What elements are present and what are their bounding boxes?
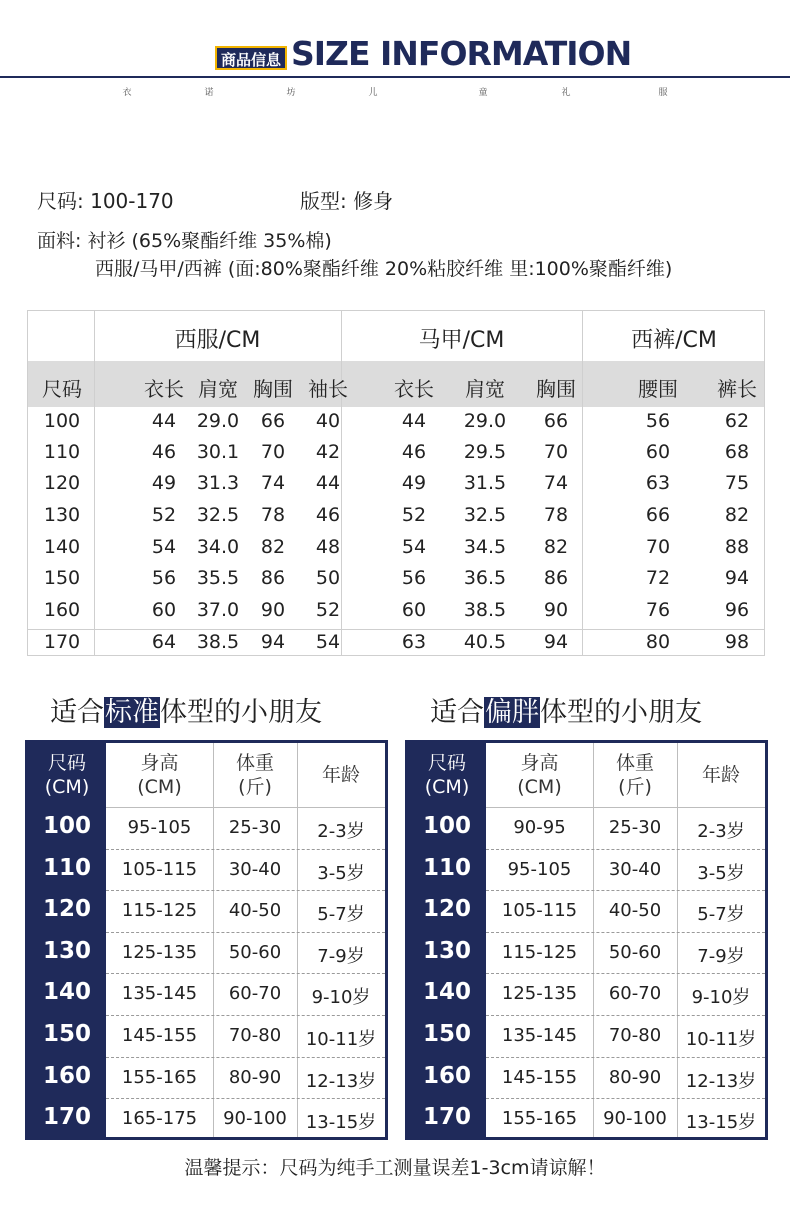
table-cell: 63 [645,472,671,494]
row-divider [486,1057,765,1058]
table-cell: 125-135 [121,941,198,963]
header-line: 尺码 [427,752,466,774]
table-cell: 3-5岁 [317,862,365,884]
table-cell: 90 [543,599,569,621]
header-line: 尺码 [47,752,86,774]
size-cell: 160 [42,1062,91,1089]
header-line: 年龄 [701,764,740,786]
table-cell: 36.5 [463,567,507,589]
table-cell: 60 [401,599,427,621]
size-cell: 170 [42,1104,91,1131]
table-cell: 70 [543,441,569,463]
table-cell: 31.3 [196,472,240,494]
row-divider [106,932,385,933]
table-cell: 29.5 [463,441,507,463]
table-cell: 44 [315,472,341,494]
table-cell: 5-7岁 [317,904,365,926]
table-cell: 10-11岁 [685,1029,757,1050]
title-text: 体型的小朋友 [160,697,322,728]
column-header: 衣长 [144,377,184,401]
header-line: 身高 [520,752,559,774]
table-cell: 52 [151,504,177,526]
column-header [213,743,297,815]
table-cell: 80-90 [228,1066,282,1088]
table-cell: 66 [260,410,286,432]
header-badge: 商品信息 [215,46,287,70]
row-divider [28,629,764,630]
column-header: 肩宽 [198,377,238,401]
table-cell: 46 [315,504,341,526]
header-line: 体重 [235,752,274,774]
row-divider [486,932,765,933]
title-highlight: 偏胖 [485,697,539,728]
table-cell: 98 [724,631,750,653]
fabric-line-1: 面料: 衬衫 (65%聚酯纤维 35%棉) [37,230,332,252]
row-divider [486,1015,765,1016]
table-cell: 135-145 [501,1025,578,1046]
header-line: 身高 [140,752,179,774]
table-cell: 165-175 [121,1108,198,1130]
table-cell: 105-115 [501,900,578,922]
column-header [593,743,677,815]
fit-table-chubby [405,740,768,1140]
table-cell: 54 [315,631,341,653]
table-cell: 66 [645,504,671,526]
row-divider [106,973,385,974]
table-cell: 52 [315,599,341,621]
table-cell: 86 [260,567,286,589]
row-divider [106,849,385,850]
group-header-suit: 西服/CM [174,328,261,353]
title-text: 适合 [50,697,104,728]
fabric-line-2: 西服/马甲/西裤 (面:80%聚酯纤维 20%粘胶纤维 里:100%聚酯纤维) [95,258,673,280]
table-cell: 76 [645,599,671,621]
table-cell: 30-40 [608,858,662,880]
table-cell: 38.5 [196,631,240,653]
table-cell: 48 [315,536,341,558]
table-cell: 54 [401,536,427,558]
table-cell: 9-10岁 [311,987,371,1009]
table-cell: 125-135 [501,983,578,1005]
table-cell: 49 [151,472,177,494]
brand-name-row [0,85,790,97]
table-cell: 2-3岁 [317,821,365,842]
table-cell: 30-40 [228,858,282,880]
row-divider [486,1098,765,1099]
table-cell: 66 [543,410,569,432]
brand-char: 诺 [204,88,214,98]
table-cell: 80 [645,631,671,653]
table-cell: 25-30 [228,817,282,838]
table-cell: 7-9岁 [697,945,745,967]
row-divider [106,890,385,891]
table-cell: 12-13岁 [305,1070,377,1092]
table-cell: 40.5 [463,631,507,653]
table-cell: 70 [260,441,286,463]
table-cell: 130 [43,504,81,526]
table-cell: 49 [401,472,427,494]
size-cell: 150 [42,1021,91,1047]
table-cell: 40-50 [228,900,282,922]
table-cell: 40 [315,410,341,432]
row-divider [106,1015,385,1016]
table-cell: 78 [543,504,569,526]
column-header [297,743,385,827]
table-cell: 72 [645,567,671,589]
table-cell: 115-125 [501,941,578,963]
table-cell: 70-80 [228,1025,282,1046]
table-cell: 3-5岁 [697,862,745,884]
table-cell: 145-155 [121,1025,198,1046]
table-cell: 82 [543,536,569,558]
table-cell: 32.5 [196,504,240,526]
size-cell: 110 [422,854,471,881]
table-cell: 94 [724,567,750,589]
header-unit: (CM) [517,776,562,798]
column-header [677,743,765,827]
table-cell: 37.0 [196,599,240,621]
table-cell: 94 [543,631,569,653]
size-cell: 140 [42,979,91,1006]
row-divider [486,890,765,891]
table-cell: 42 [315,441,341,463]
table-cell: 60 [645,441,671,463]
title-text: 适合 [430,697,484,728]
table-cell: 56 [645,410,671,432]
column-header: 衣长 [394,377,434,401]
size-cell: 170 [422,1104,471,1131]
table-cell: 82 [724,504,750,526]
table-cell: 13-15岁 [305,1112,377,1134]
table-cell: 5-7岁 [697,904,745,926]
table-cell: 70 [645,536,671,558]
table-cell: 35.5 [196,567,240,589]
table-cell: 155-165 [121,1066,198,1088]
table-cell: 25-30 [608,817,662,838]
table-cell: 82 [260,536,286,558]
size-cell: 120 [422,896,471,923]
group-header-trousers: 西裤/CM [631,328,717,353]
table-cell: 50-60 [228,941,282,963]
header-line: 体重 [615,752,654,774]
column-header [28,743,106,815]
column-header: 肩宽 [465,377,505,401]
header-divider [106,807,385,808]
table-cell: 29.0 [463,410,507,432]
section-title-chubby [430,690,702,729]
table-cell: 68 [724,441,750,463]
section-title-standard [50,690,322,729]
table-cell: 46 [151,441,177,463]
table-cell: 70-80 [608,1025,662,1046]
size-cell: 100 [42,813,91,839]
table-cell: 12-13岁 [685,1070,757,1092]
table-cell: 54 [151,536,177,558]
size-cell: 120 [42,896,91,923]
table-cell: 29.0 [196,410,240,432]
header-line: 年龄 [321,764,360,786]
table-cell: 30.1 [196,441,240,463]
row-divider [106,1057,385,1058]
header-unit: (斤) [238,776,272,798]
table-cell: 62 [724,410,750,432]
column-header: 胸围 [536,377,576,401]
size-cell: 130 [422,937,471,964]
table-cell: 95-105 [507,858,572,880]
table-cell: 86 [543,567,569,589]
table-cell: 80-90 [608,1066,662,1088]
size-cell: 150 [422,1021,471,1047]
table-cell: 44 [401,410,427,432]
table-cell: 110 [43,441,81,463]
table-cell: 60-70 [608,983,662,1005]
header-unit: (CM) [424,776,470,798]
table-cell: 38.5 [463,599,507,621]
header-unit: (斤) [618,776,652,798]
table-cell: 135-145 [121,983,198,1005]
table-cell: 140 [43,536,81,558]
size-table [27,310,765,656]
table-cell: 160 [43,599,81,621]
size-cell: 140 [422,979,471,1006]
title-highlight: 标准 [105,697,159,728]
table-cell: 10-11岁 [305,1029,377,1050]
table-cell: 90-95 [513,817,566,838]
size-cell: 100 [422,813,471,839]
table-cell: 94 [260,631,286,653]
size-range-label: 尺码: 100-170 [37,189,174,213]
header-unit: (CM) [137,776,182,798]
header-unit: (CM) [44,776,90,798]
brand-char: 坊 [286,88,296,98]
column-header: 腰围 [638,377,678,401]
table-cell: 115-125 [121,900,198,922]
table-cell: 145-155 [501,1066,578,1088]
table-cell: 40-50 [608,900,662,922]
table-cell: 56 [401,567,427,589]
column-header: 裤长 [717,377,757,401]
table-cell: 78 [260,504,286,526]
size-cell: 110 [42,854,91,881]
brand-char: 服 [658,88,668,98]
table-cell: 74 [543,472,569,494]
header-divider [486,807,765,808]
fit-type-label: 版型: 修身 [300,189,394,213]
table-cell: 46 [401,441,427,463]
table-cell: 9-10岁 [691,987,751,1009]
table-cell: 150 [43,567,81,589]
table-cell: 100 [43,410,81,432]
brand-char: 礼 [561,88,571,98]
column-header: 尺码 [42,377,82,401]
table-cell: 31.5 [463,472,507,494]
table-cell: 34.5 [463,536,507,558]
table-cell: 88 [724,536,750,558]
table-cell: 50-60 [608,941,662,963]
size-cell: 130 [42,937,91,964]
table-cell: 52 [401,504,427,526]
table-cell: 2-3岁 [697,821,745,842]
brand-char: 童 [478,88,488,98]
title-text: 体型的小朋友 [540,697,702,728]
table-cell: 155-165 [501,1108,578,1130]
table-cell: 60-70 [228,983,282,1005]
page-title: SIZE INFORMATION [291,34,632,73]
column-header [408,743,486,815]
table-cell: 74 [260,472,286,494]
column-header: 袖长 [308,377,348,401]
table-cell: 63 [401,631,427,653]
row-divider [486,973,765,974]
size-cell: 160 [422,1062,471,1089]
fit-table-standard [25,740,388,1140]
header-divider [0,76,790,78]
table-cell: 120 [43,472,81,494]
footer-note: 温馨提示：尺码为纯手工测量误差1-3cm请谅解！ [184,1157,606,1179]
table-cell: 90-100 [603,1108,667,1130]
brand-char: 衣 [122,88,132,98]
table-cell: 13-15岁 [685,1112,757,1134]
table-cell: 95-105 [127,817,192,838]
column-header: 胸围 [253,377,293,401]
table-cell: 105-115 [121,858,198,880]
table-cell: 44 [151,410,177,432]
table-cell: 32.5 [463,504,507,526]
table-cell: 7-9岁 [317,945,365,967]
table-cell: 56 [151,567,177,589]
row-divider [106,1098,385,1099]
group-header-vest: 马甲/CM [418,328,505,353]
table-cell: 64 [151,631,177,653]
table-cell: 60 [151,599,177,621]
column-header [106,743,213,815]
brand-char: 儿 [368,88,378,98]
column-divider [94,311,95,655]
table-cell: 90 [260,599,286,621]
table-cell: 50 [315,567,341,589]
column-header [486,743,593,815]
table-cell: 75 [724,472,750,494]
table-cell: 34.0 [196,536,240,558]
row-divider [486,849,765,850]
table-cell: 170 [43,631,81,653]
table-cell: 96 [724,599,750,621]
table-cell: 90-100 [223,1108,287,1130]
